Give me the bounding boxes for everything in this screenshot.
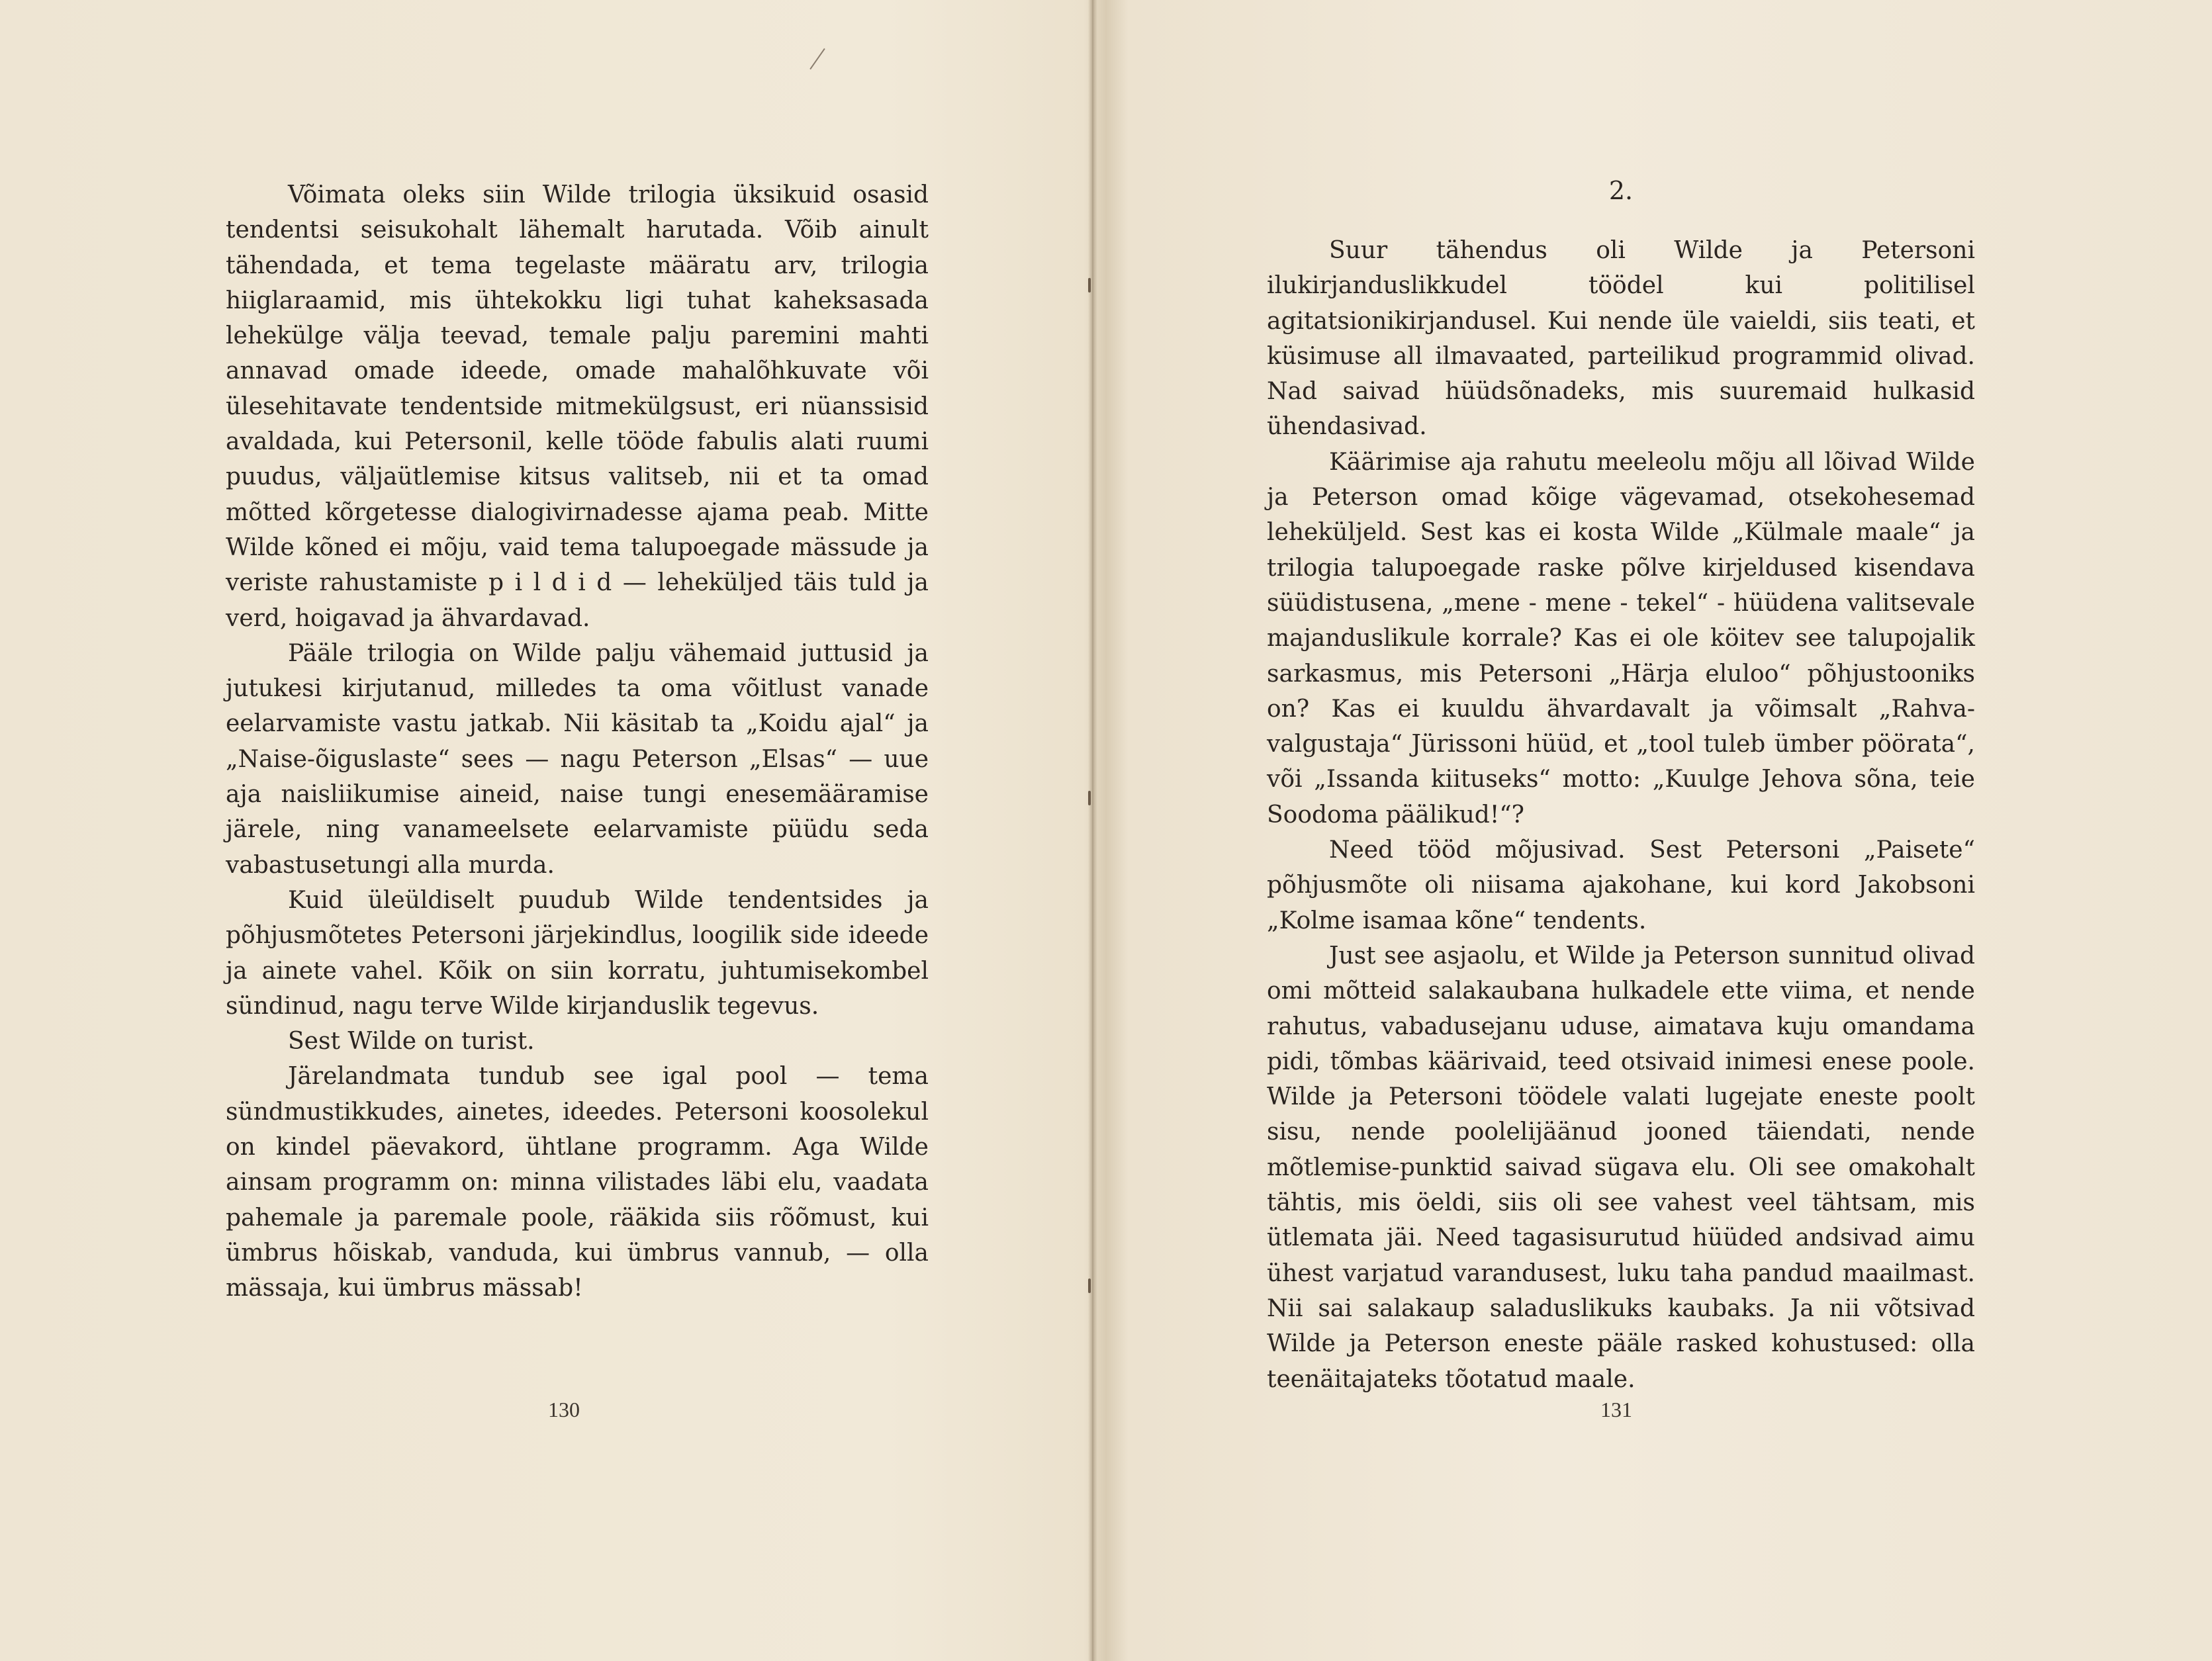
- left-page: [0, 0, 1092, 1661]
- paragraph: Võimata oleks siin Wilde trilogia üksikuid osasid tendentsi seisukohalt lähemalt harutada. Võib ainult tähendada, et tema tegelaste määratu arv, trilogia hiiglaraamid, mis ühtekokku ligi tuhat kaheksasada lehekülge välja teevad, temale palju paremini mahti annavad omade ideede, omade mahalõhkuvate või ülesehitavate tendentside mitmekülgsust, eri nüanssisid avaldada, kui Petersonil, kelle tööde fabulis alati ruumi puudus, väljaütlemise kitsus valitseb, nii et ta omad mõtted kõrgetesse dialogivirnadesse ajama peab. Mitte Wilde kõned ei mõju, vaid tema talupoegade mässude ja veriste rahustamiste p i l d i d — leheküljed täis tuld ja verd, hoigavad ja ähvardavad.: [226, 181, 929, 632]
- right-page: [1099, 0, 2212, 1661]
- chapter-number: 2.: [1608, 176, 1634, 205]
- paragraph: Just see asjaolu, et Wilde ja Peterson sunnitud olivad omi mõtteid salakaubana hulkadele ette viima, et nende rahutus, vabadusejanu uduse, aimatava kuju omandama pidi, tõmbas käärivaid, teed otsivaid inimesi enese poole. Wilde ja Petersoni töödele valati lugejate eneste poolt sisu, nende poolelijäänud jooned täiendati, nende mõtlemise-punktid saivad sügava elu. Oli see omakohalt tähtis, mis öeldi, siis oli see vahest veel tähtsam, mis ütlemata jäi. Need tagasisurutud hüüded andsivad aimu ühest varjatud varandusest, luku taha pandud maailmast. Nii sai salakaup saladuslikuks kaubaks. Ja nii võtsivad Wilde ja Peterson eneste pääle rasked kohustused: olla teenäitajateks tõotatud maale.: [1267, 942, 1975, 1393]
- paragraph: Suur tähendus oli Wilde ja Petersoni ilukirjanduslikkudel töödel kui politilisel agitatsionikirjandusel. Kui nende üle vaieldi, siis teati, et küsimuse all ilmavaated, parteilikud programmid olivad. Nad saivad hüüdsõnadeks, mis suuremaid hulkasid ühendasivad.: [1267, 237, 1975, 441]
- paragraph: Pääle trilogia on Wilde palju vähemaid juttusid ja jutukesi kirjutanud, milledes ta oma võitlust vanade eelarvamiste vastu jatkab. Nii käsitab ta „Koidu ajal“ ja „Naise-õiguslaste“ sees — nagu Peterson „Elsas“ — uue aja naisliikumise aineid, naise tungi enesemääramise järele, ning vanameelsete eelarvamiste püüdu seda vabastusetungi alla murda.: [226, 639, 929, 879]
- page-number: 130: [548, 1398, 580, 1421]
- paragraph: Need tööd mõjusivad. Sest Petersoni „Paisete“ põhjusmõte oli niisama ajakohane, kui kord Jakobsoni „Kolme isamaa kõne“ tendents.: [1267, 836, 1975, 934]
- paragraph: Käärimise aja rahutu meeleolu mõju all lõivad Wilde ja Peterson omad kõige vägevamad, otsekohesemad leheküljeld. Sest kas ei kosta Wilde „Külmale maale“ ja trilogia talupoegade raske põlve kirjeldused kisendava süüdistusena, „mene - mene - tekel“ - hüüdena valitsevale majanduslikule korrale? Kas ei ole köitev see talupojalik sarkasmus, mis Petersoni „Härja eluloo“ põhjustooniks on? Kas ei kuuldu ähvardavalt ja võimsalt „Rahva-valgustaja“ Jürissoni hüüd, et „tool tuleb ümber pöörata“, või „Issanda kiituseks“ motto: „Kuulge Jehova sõna, teie Soodoma päälikud!“?: [1267, 448, 1975, 829]
- left-page-text: [226, 177, 929, 1306]
- paragraph: Kuid üleüldiselt puudub Wilde tendentsides ja põhjusmõtetes Petersoni järjekindlus, loogilik side ideede ja ainete vahel. Kõik on siin korratu, juhtumisekombel sündinud, nagu terve Wilde kirjanduslik tegevus.: [226, 886, 929, 1020]
- paragraph: Sest Wilde on turist.: [288, 1028, 535, 1055]
- right-page-text: [1267, 233, 1975, 1397]
- paragraph: Järelandmata tundub see igal pool — tema sündmustikkudes, ainetes, ideedes. Petersoni koosolekul on kindel päevakord, ühtlane programm. Aga Wilde ainsam programm on: minna vilistades läbi elu, vaadata pahemale ja paremale poole, rääkida siis rõõmust, kui ümbrus hõiskab, vanduda, kui ümbrus vannub, — olla mässaja, kui ümbrus mässab!: [226, 1063, 929, 1302]
- page-number: 131: [1600, 1398, 1632, 1421]
